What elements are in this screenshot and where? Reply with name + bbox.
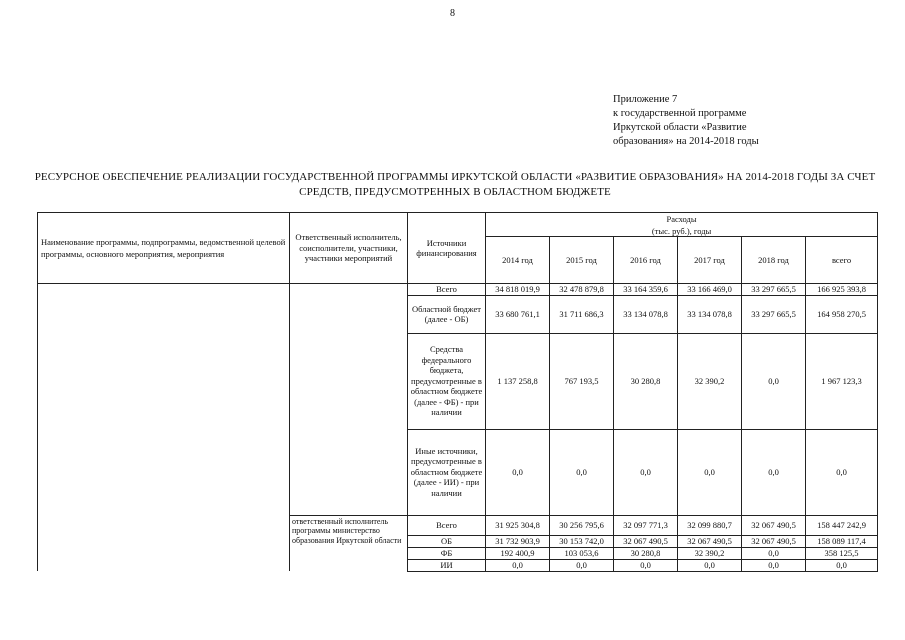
value-cell: 103 053,6 [550, 547, 614, 559]
source-cell: Всего [408, 284, 486, 296]
header-year: 2018 год [742, 237, 806, 284]
value-cell: 158 089 117,4 [806, 535, 878, 547]
value-cell: 0,0 [550, 559, 614, 571]
value-cell: 31 732 903,9 [486, 535, 550, 547]
program-name-cell [38, 284, 290, 572]
value-cell: 30 256 795,6 [550, 515, 614, 535]
value-cell: 0,0 [614, 559, 678, 571]
value-cell: 0,0 [742, 547, 806, 559]
value-cell: 33 164 359,6 [614, 284, 678, 296]
executor-cell [290, 284, 408, 516]
value-cell: 32 099 880,7 [678, 515, 742, 535]
value-cell: 0,0 [550, 429, 614, 515]
header-year: 2017 год [678, 237, 742, 284]
value-cell: 1 967 123,3 [806, 333, 878, 429]
value-cell: 158 447 242,9 [806, 515, 878, 535]
value-cell: 33 680 761,1 [486, 295, 550, 333]
document-title [25, 170, 885, 200]
value-cell: 192 400,9 [486, 547, 550, 559]
header-expenses: Расходы [486, 213, 878, 226]
resource-table [37, 212, 878, 572]
appendix-line: образования» на 2014-2018 годы [613, 136, 759, 147]
source-cell: Всего [408, 515, 486, 535]
title-line: РЕСУРСНОЕ ОБЕСПЕЧЕНИЕ РЕАЛИЗАЦИИ ГОСУДАРСТВЕННОЙ ПРОГРАММЫ ИРКУТСКОЙ ОБЛАСТИ «РАЗВИТИЕ ОБРАЗОВАНИЯ» НА 2014-2018 ГОДЫ ЗА СЧЕТ [34, 171, 876, 183]
value-cell: 30 280,8 [614, 333, 678, 429]
value-cell: 33 166 469,0 [678, 284, 742, 296]
source-cell: Средства федерального бюджета, предусмотренные в областном бюджете (далее - ФБ) - при наличии [408, 333, 486, 429]
value-cell: 0,0 [614, 429, 678, 515]
value-cell: 32 390,2 [678, 333, 742, 429]
value-cell: 166 925 393,8 [806, 284, 878, 296]
appendix-line: Иркутской области «Развитие [613, 122, 747, 133]
value-cell: 0,0 [678, 429, 742, 515]
header-units: (тыс. руб.), годы [486, 226, 878, 237]
value-cell: 33 134 078,8 [678, 295, 742, 333]
value-cell: 1 137 258,8 [486, 333, 550, 429]
source-cell: Областной бюджет (далее - ОБ) [408, 295, 486, 333]
value-cell: 0,0 [678, 559, 742, 571]
header-year: 2014 год [486, 237, 550, 284]
appendix-note [613, 93, 759, 149]
header-source-col: Источники финансирования [408, 213, 486, 284]
value-cell: 0,0 [742, 429, 806, 515]
value-cell: 0,0 [742, 333, 806, 429]
value-cell: 31 925 304,8 [486, 515, 550, 535]
value-cell: 33 297 665,5 [742, 284, 806, 296]
value-cell: 32 067 490,5 [742, 515, 806, 535]
value-cell: 32 067 490,5 [678, 535, 742, 547]
value-cell: 164 958 270,5 [806, 295, 878, 333]
value-cell: 0,0 [806, 559, 878, 571]
value-cell: 33 134 078,8 [614, 295, 678, 333]
value-cell: 0,0 [806, 429, 878, 515]
header-year: 2016 год [614, 237, 678, 284]
header-row [38, 213, 878, 226]
value-cell: 30 153 742,0 [550, 535, 614, 547]
value-cell: 32 097 771,3 [614, 515, 678, 535]
source-cell: ИИ [408, 559, 486, 571]
appendix-line: Приложение 7 [613, 94, 678, 105]
source-cell: Иные источники, предусмотренные в областном бюджете (далее - ИИ) - при наличии [408, 429, 486, 515]
value-cell: 32 067 490,5 [742, 535, 806, 547]
header-executor-col: Ответственный исполнитель, соисполнители, участники, участники мероприятий [290, 213, 408, 284]
value-cell: 30 280,8 [614, 547, 678, 559]
table-row [38, 284, 878, 296]
value-cell: 34 818 019,9 [486, 284, 550, 296]
source-cell: ОБ [408, 535, 486, 547]
appendix-line: к государственной программе [613, 108, 747, 119]
title-line: СРЕДСТВ, ПРЕДУСМОТРЕННЫХ В ОБЛАСТНОМ БЮДЖЕТЕ [299, 186, 611, 198]
value-cell: 0,0 [486, 429, 550, 515]
header-name-col: Наименование программы, подпрограммы, ведомственной целевой программы, основного мероприятия, мероприятия [38, 213, 290, 284]
value-cell: 358 125,5 [806, 547, 878, 559]
value-cell: 0,0 [486, 559, 550, 571]
page-number: 8 [450, 8, 455, 19]
value-cell: 767 193,5 [550, 333, 614, 429]
value-cell: 31 711 686,3 [550, 295, 614, 333]
value-cell: 0,0 [742, 559, 806, 571]
value-cell: 32 067 490,5 [614, 535, 678, 547]
value-cell: 33 297 665,5 [742, 295, 806, 333]
value-cell: 32 390,2 [678, 547, 742, 559]
executor-cell: ответственный исполнитель программы министерство образования Иркутской области [290, 515, 408, 571]
value-cell: 32 478 879,8 [550, 284, 614, 296]
header-year: всего [806, 237, 878, 284]
source-cell: ФБ [408, 547, 486, 559]
header-year: 2015 год [550, 237, 614, 284]
